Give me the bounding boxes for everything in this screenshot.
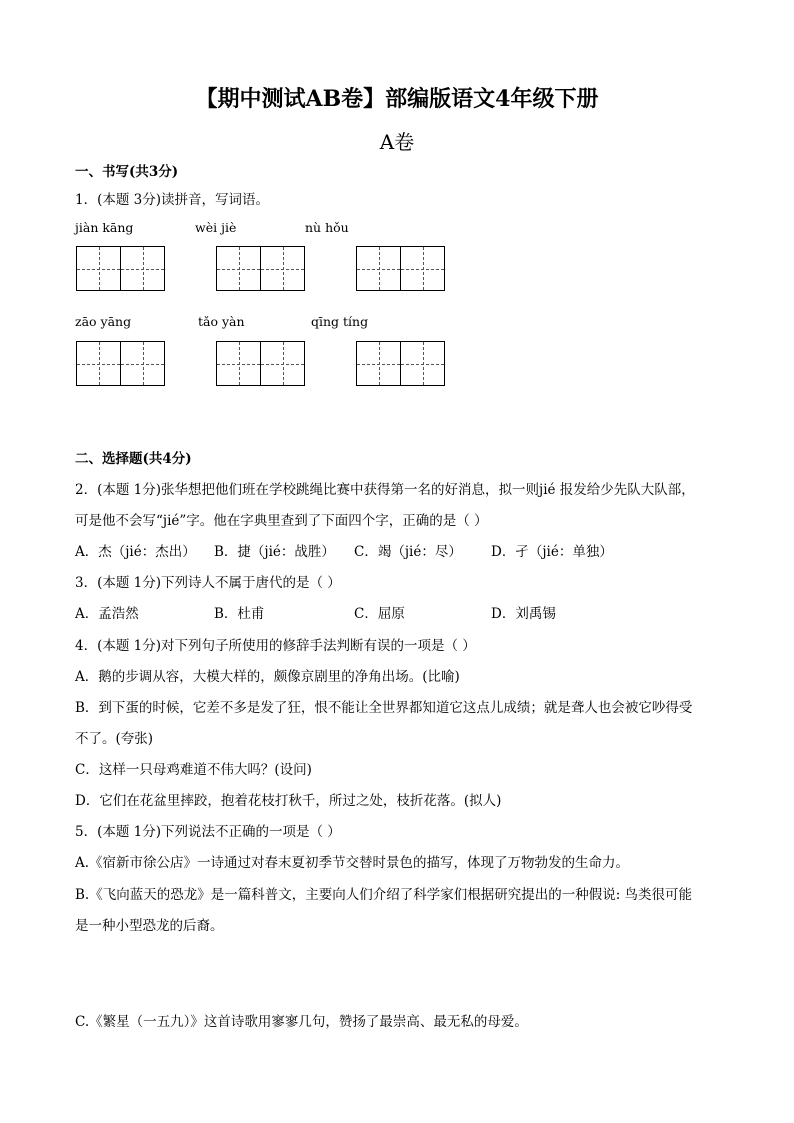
q2-option-d[interactable]: D．孑（jié：单独） xyxy=(491,544,613,560)
q5-option-a[interactable]: A.《宿新市徐公店》一诗通过对春末夏初季节交替时景色的描写，体现了万物勃发的生命力。 xyxy=(75,855,630,871)
question-5: 5．(本题 1分)下列说法不正确的一项是（ ） xyxy=(75,824,341,840)
writing-cell[interactable] xyxy=(260,246,305,291)
question-4: 4．(本题 1分)对下列句子所使用的修辞手法判断有误的一项是（ ） xyxy=(75,638,476,654)
writing-cell[interactable] xyxy=(120,341,165,386)
pinyin-label: jiàn kāng xyxy=(75,220,134,235)
page-subtitle: A卷 xyxy=(379,130,415,154)
q2-option-b[interactable]: B．捷（jié：战胜） xyxy=(214,544,335,560)
pinyin-label: qīng tíng xyxy=(311,314,369,329)
writing-cell[interactable] xyxy=(76,341,121,386)
pinyin-label: wèi jiè xyxy=(195,220,237,235)
question-3: 3．(本题 1分)下列诗人不属于唐代的是（ ） xyxy=(75,575,341,591)
q5-option-b-line-2[interactable]: 是一种小型恐龙的后裔。 xyxy=(75,918,224,934)
writing-grid[interactable] xyxy=(356,246,445,291)
writing-grid[interactable] xyxy=(356,341,445,386)
q4-option-b-line-1[interactable]: B．到下蛋的时候，它差不多是发了狂，恨不能让全世界都知道它这点儿成绩；就是聋人也会被它吵得受 xyxy=(75,700,693,716)
q2-option-c[interactable]: C．竭（jié：尽） xyxy=(354,544,462,560)
q3-option-b[interactable]: B．杜甫 xyxy=(214,606,265,622)
q4-option-a[interactable]: A．鹅的步调从容，大模大样的，颇像京剧里的净角出场。(比喻) xyxy=(75,669,460,685)
q3-option-d[interactable]: D．刘禹锡 xyxy=(491,606,556,622)
q5-option-b-line-1[interactable]: B.《飞向蓝天的恐龙》是一篇科普文，主要向人们介绍了科学家们根据研究提出的一种假说: 鸟类很可能 xyxy=(75,887,693,903)
page-title: 【期中测试AB卷】部编版语文4年级下册 xyxy=(195,86,599,112)
section-heading-choice: 二、选择题(共4分) xyxy=(75,451,192,467)
q4-option-d[interactable]: D．它们在花盆里摔跤，抱着花枝打秋千，所过之处，枝折花落。(拟人) xyxy=(75,793,502,809)
q4-option-b-line-2[interactable]: 不了。(夸张) xyxy=(75,731,154,747)
writing-cell[interactable] xyxy=(356,246,401,291)
writing-cell[interactable] xyxy=(400,246,445,291)
writing-cell[interactable] xyxy=(260,341,305,386)
writing-cell[interactable] xyxy=(356,341,401,386)
writing-grid[interactable] xyxy=(76,246,165,291)
q4-option-c[interactable]: C．这样一只母鸡难道不伟大吗？(设问) xyxy=(75,762,312,778)
writing-grid[interactable] xyxy=(216,341,305,386)
pinyin-label: zāo yāng xyxy=(75,314,132,329)
pinyin-label: tǎo yàn xyxy=(198,314,245,329)
writing-grid[interactable] xyxy=(76,341,165,386)
question-2-line-2: 可是他不会写“jié”字。他在字典里查到了下面四个字，正确的是（ ） xyxy=(75,513,488,529)
q3-option-c[interactable]: C．屈原 xyxy=(354,606,405,622)
question-1: 1．(本题 3分)读拼音，写词语。 xyxy=(75,192,270,208)
writing-cell[interactable] xyxy=(400,341,445,386)
writing-cell[interactable] xyxy=(216,246,261,291)
section-heading-writing: 一、书写(共3分) xyxy=(75,164,179,180)
question-2-line-1: 2．(本题 1分)张华想把他们班在学校跳绳比赛中获得第一名的好消息，拟一则jié 报发给少先队大队部， xyxy=(75,482,695,498)
pinyin-label: nù hǒu xyxy=(305,220,349,235)
q5-option-c[interactable]: C.《繁星（一五九）》这首诗歌用寥寥几句，赞扬了最崇高、最无私的母爱。 xyxy=(75,1014,528,1030)
writing-grid[interactable] xyxy=(216,246,305,291)
writing-cell[interactable] xyxy=(120,246,165,291)
writing-cell[interactable] xyxy=(76,246,121,291)
q2-option-a[interactable]: A．杰（jié：杰出） xyxy=(75,544,196,560)
writing-cell[interactable] xyxy=(216,341,261,386)
q3-option-a[interactable]: A．孟浩然 xyxy=(75,606,139,622)
